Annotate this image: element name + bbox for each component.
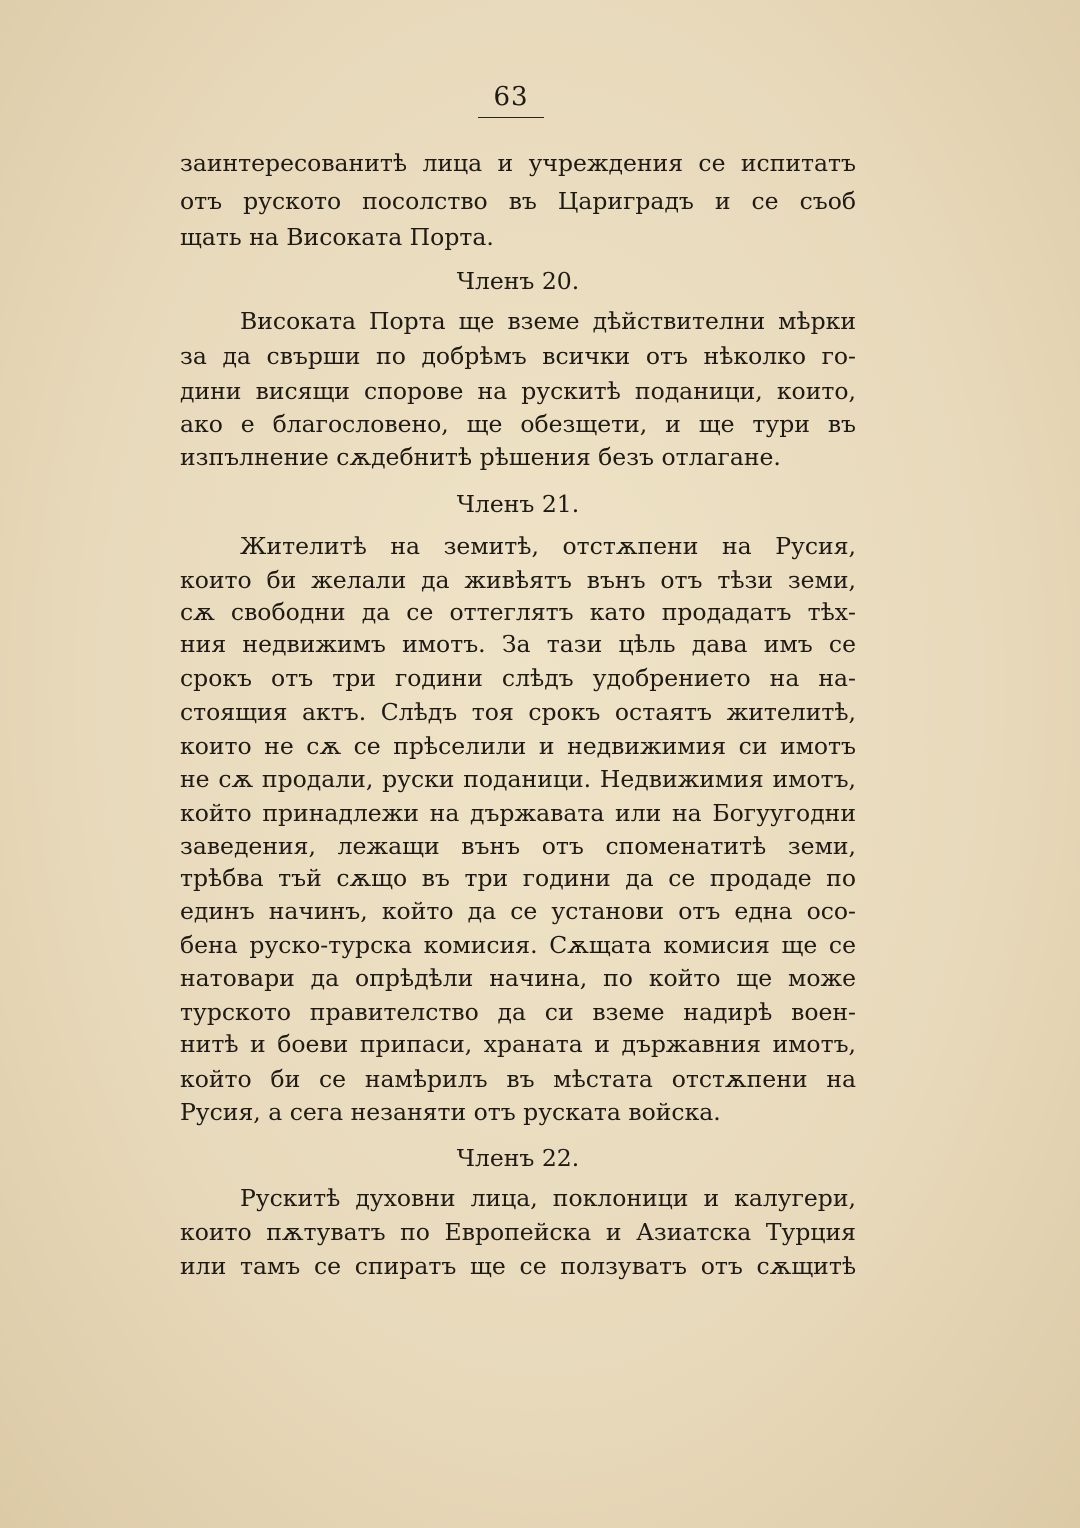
text-line: дини висящи спорове на рускитѣ поданици, които, — [180, 377, 856, 405]
text-line: ако е благословено, ще обезщети, и ще тури въ — [180, 410, 856, 438]
text-line: които не сѫ се прѣселили и недвижимия си имотъ — [180, 732, 856, 760]
article-heading: Членъ 21. — [456, 490, 580, 518]
text-line: стоящия актъ. Слѣдъ тоя срокъ остаятъ жителитѣ, — [180, 698, 856, 726]
text-line: щать на Високата Порта. — [180, 223, 494, 251]
text-line: натовари да опрѣдѣли начина, по който ще може — [180, 964, 856, 992]
text-line: който би се намѣрилъ въ мѣстата отстѫпени на — [180, 1065, 856, 1093]
text-line: заинтересованитѣ лица и учреждения се испитатъ — [180, 149, 856, 177]
text-line: Рускитѣ духовни лица, поклоници и калугери, — [240, 1184, 856, 1212]
page-number: 63 — [493, 82, 529, 112]
text-line: турското правителство да си вземе надирѣ воен- — [180, 998, 856, 1026]
text-line: които би желали да живѣятъ вънъ отъ тѣзи земи, — [180, 566, 856, 594]
text-line: за да свърши по добрѣмъ всички отъ нѣколко го- — [180, 342, 856, 370]
text-line: сѫ свободни да се оттеглятъ като продадатъ тѣх- — [180, 598, 856, 626]
text-line: не сѫ продали, руски поданици. Недвижимия имотъ, — [180, 765, 856, 793]
text-line: Русия, а сега незаняти отъ руската войска. — [180, 1098, 721, 1126]
text-line: който принадлежи на държавата или на Богуугодни — [180, 799, 856, 827]
text-line: Жителитѣ на земитѣ, отстѫпени на Русия, — [240, 532, 856, 560]
article-heading: Членъ 22. — [456, 1144, 580, 1172]
text-line: ния недвижимъ имотъ. За тази цѣль дава имъ се — [180, 630, 856, 658]
text-line: бена руско-турска комисия. Сѫщата комисия ще се — [180, 931, 856, 959]
text-line: Високата Порта ще вземе дѣйствителни мѣрки — [240, 307, 856, 335]
text-line: изпълнение сѫдебнитѣ рѣшения безъ отлагане. — [180, 443, 781, 471]
text-line: нитѣ и боеви припаси, храната и държавния имотъ, — [180, 1030, 856, 1058]
text-line: трѣбва тъй сѫщо въ три години да се продаде по — [180, 864, 856, 892]
text-line: отъ руското посолство въ Цариградъ и се съоб — [180, 187, 856, 215]
text-line: заведения, лежащи вънъ отъ споменатитѣ земи, — [180, 832, 856, 860]
text-line: срокъ отъ три години слѣдъ удобрението на на- — [180, 664, 856, 692]
page-number-rule — [478, 117, 544, 118]
text-line: единъ начинъ, който да се установи отъ една осо- — [180, 897, 856, 925]
text-line: или тамъ се спиратъ ще се ползуватъ отъ сѫщитѣ — [180, 1252, 856, 1280]
text-line: които пѫтуватъ по Европейска и Азиатска Турция — [180, 1218, 856, 1246]
article-heading: Членъ 20. — [456, 267, 580, 295]
